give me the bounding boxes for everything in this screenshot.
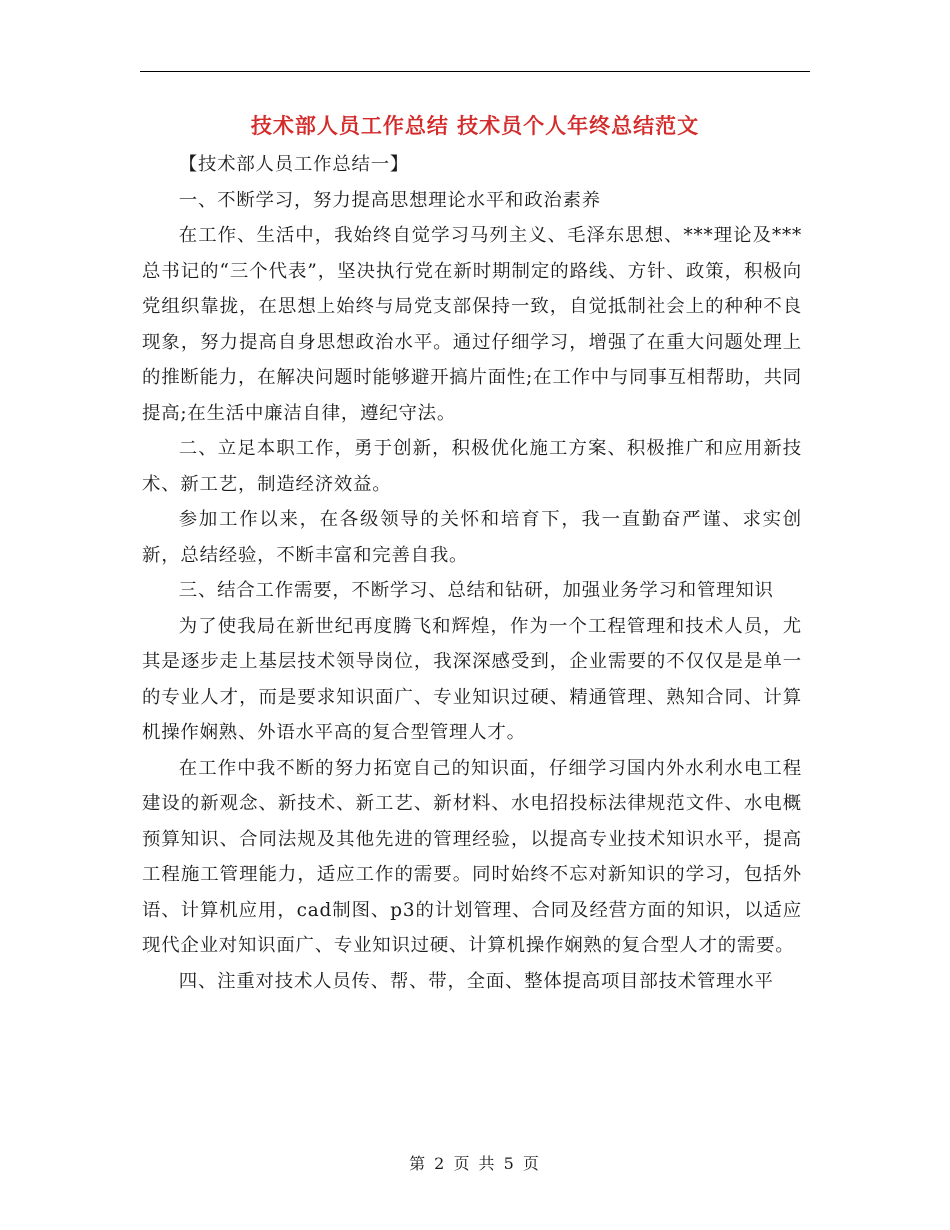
paragraph: 四、注重对技术人员传、帮、带，全面、整体提高项目部技术管理水平 <box>178 970 774 992</box>
paragraph: 在工作中我不断的努力拓宽自己的知识面，仔细学习国内外水利水电工程建设的新观念、新技术、新工艺、新材料、水电招投标法律规范文件、水电概预算知识、合同法规及其他先进的管理经验，以提高专业技术知识水平，提高工程施工管理能力，适应工作的需要。同时始终不忘对新知识的学习，包括外语、计算机应用，cad制图、p3的计划管理、合同及经营方面的知识，以适应现代企业对知识面广、专业知识过硬、计算机操作娴熟的复合型人才的需要。 <box>142 757 802 956</box>
header-rule <box>140 71 810 72</box>
document-body <box>142 147 802 999</box>
paragraph: 参加工作以来，在各级领导的关怀和培育下，我一直勤奋严谨、求实创新，总结经验，不断丰富和完善自我。 <box>142 509 802 566</box>
document-title: 技术部人员工作总结 技术员个人年终总结范文 <box>250 114 700 138</box>
paragraph: 一、不断学习，努力提高思想理论水平和政治素养 <box>178 189 601 211</box>
paragraph: 二、立足本职工作，勇于创新，积极优化施工方案、积极推广和应用新技术、新工艺，制造经济效益。 <box>142 438 802 495</box>
page-number: 第 2 页 共 5 页 <box>409 1154 541 1173</box>
paragraph: 在工作、生活中，我始终自觉学习马列主义、毛泽东思想、***理论及***总书记的“三个代表”，坚决执行党在新时期制定的路线、方针、政策，积极向党组织靠拢，在思想上始终与局党支部保持一致，自觉抵制社会上的种种不良现象，努力提高自身思想政治水平。通过仔细学习，增强了在重大问题处理上的推断能力，在解决问题时能够避开搞片面性;在工作中与同事互相帮助，共同提高;在生活中廉洁自律，遵纪守法。 <box>142 225 802 424</box>
paragraph: 为了使我局在新世纪再度腾飞和辉煌，作为一个工程管理和技术人员，尤其是逐步走上基层技术领导岗位，我深深感受到，企业需要的不仅仅是是单一的专业人才，而是要求知识面广、专业知识过硬、精通管理、熟知合同、计算机操作娴熟、外语水平高的复合型管理人才。 <box>142 615 802 743</box>
section-heading: 【技术部人员工作总结一】 <box>178 154 410 175</box>
paragraph: 三、结合工作需要，不断学习、总结和钻研，加强业务学习和管理知识 <box>178 580 774 601</box>
